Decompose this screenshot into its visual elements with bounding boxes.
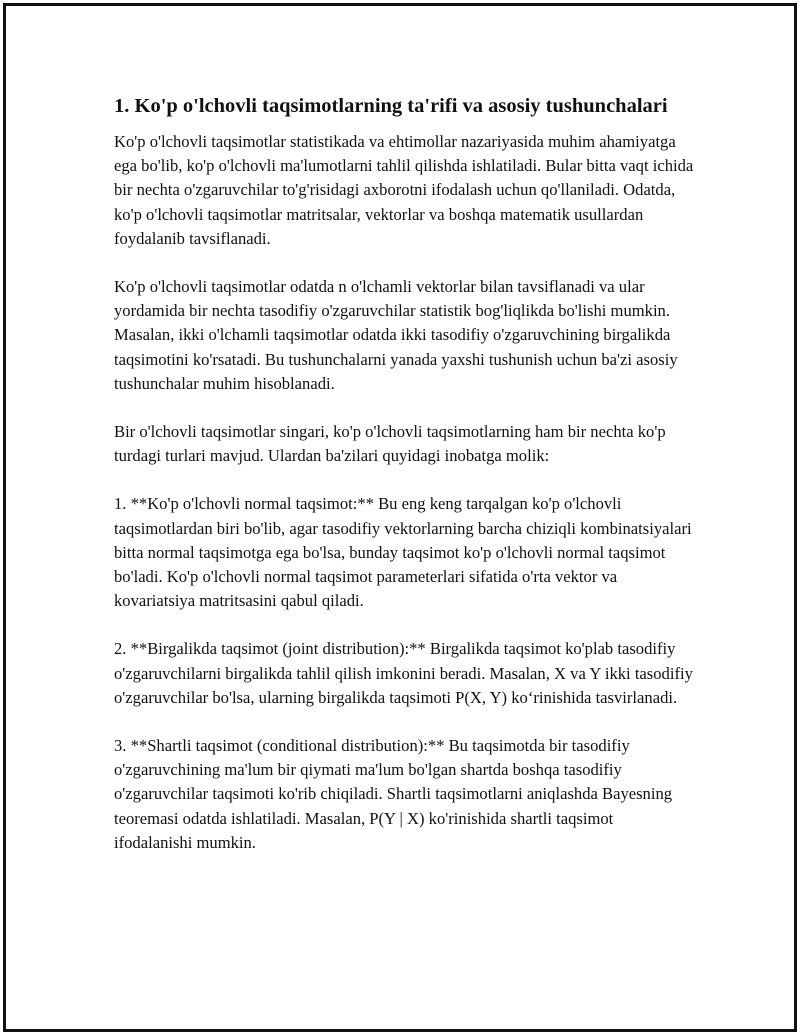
document-body [114, 92, 694, 879]
paragraph-vectors: Ko'p o'lchovli taqsimotlar odatda n o'lchamli vektorlar bilan tavsiflanadi va ular yordamida bir nechta tasodifiy o'zgaruvchilar statistik bog'liqlikda bo'lishi mumkin. Masalan, ikki o'lchamli taqsimotlar odatda ikki tasodifiy o'zgaruvchining birgalikda taqsimotini ko'rsatadi. Bu tushunchalarni yanada yaxshi tushunish uchun ba'zi asosiy tushunchalar muhim hisoblanadi. [114, 277, 678, 393]
list-item-joint: 2. **Birgalikda taqsimot (joint distribution):** Birgalikda taqsimot ko'plab tasodifiy o'zgaruvchilarni birgalikda tahlil qilish imkonini beradi. Masalan, X va Y ikki tasodifiy o'zgaruvchilar bo'lsa, ularning birgalikda taqsimoti P(X, Y) ko‘rinishida tasvirlanadi. [114, 639, 693, 707]
paragraph-intro: Ko'p o'lchovli taqsimotlar statistikada va ehtimollar nazariyasida muhim ahamiyatga ega bo'lib, ko'p o'lchovli ma'lumotlarni tahlil qilishda ishlatiladi. Bular bitta vaqt ichida bir nechta o'zgaruvchilar to'g'risidagi axborotni ifodalash uchun qo'llaniladi. Odatda, ko'p o'lchovli taqsimotlar matritsalar, vektorlar va boshqa matematik usullardan foydalanib tavsiflanadi. [114, 132, 694, 248]
list-item-normal: 1. **Ko'p o'lchovli normal taqsimot:** Bu eng keng tarqalgan ko'p o'lchovli taqsimotlardan biri bo'lib, agar tasodifiy vektorlarning barcha chiziqli kombinatsiyalari bitta normal taqsimotga ega bo'lsa, bunday taqsimot ko'p o'lchovli normal taqsimot bo'ladi. Ko'p o'lchovli normal taqsimot parameterlari sifatida o'rta vektor va kovariatsiya matritsasini qabul qiladi. [114, 494, 692, 611]
paragraph-types: Bir o'lchovli taqsimotlar singari, ko'p o'lchovli taqsimotlarning ham bir nechta ko'p turdagi turlari mavjud. Ulardan ba'zilari quyidagi inobatga molik: [114, 422, 666, 466]
list-item-conditional: 3. **Shartli taqsimot (conditional distribution):** Bu taqsimotda bir tasodifiy o'zgaruvchining ma'lum bir qiymati ma'lum bo'lgan shartda boshqa tasodifiy o'zgaruvchilar taqsimoti ko'rib chiqiladi. Shartli taqsimotlarni aniqlashda Bayesning teoremasi odatda ishlatiladi. Masalan, P(Y | X) ko'rinishida shartli taqsimot ifodalanishi mumkin. [114, 736, 673, 852]
section-title: 1. Ko'p o'lchovli taqsimotlarning ta'rifi va asosiy tushunchalari [114, 95, 668, 117]
